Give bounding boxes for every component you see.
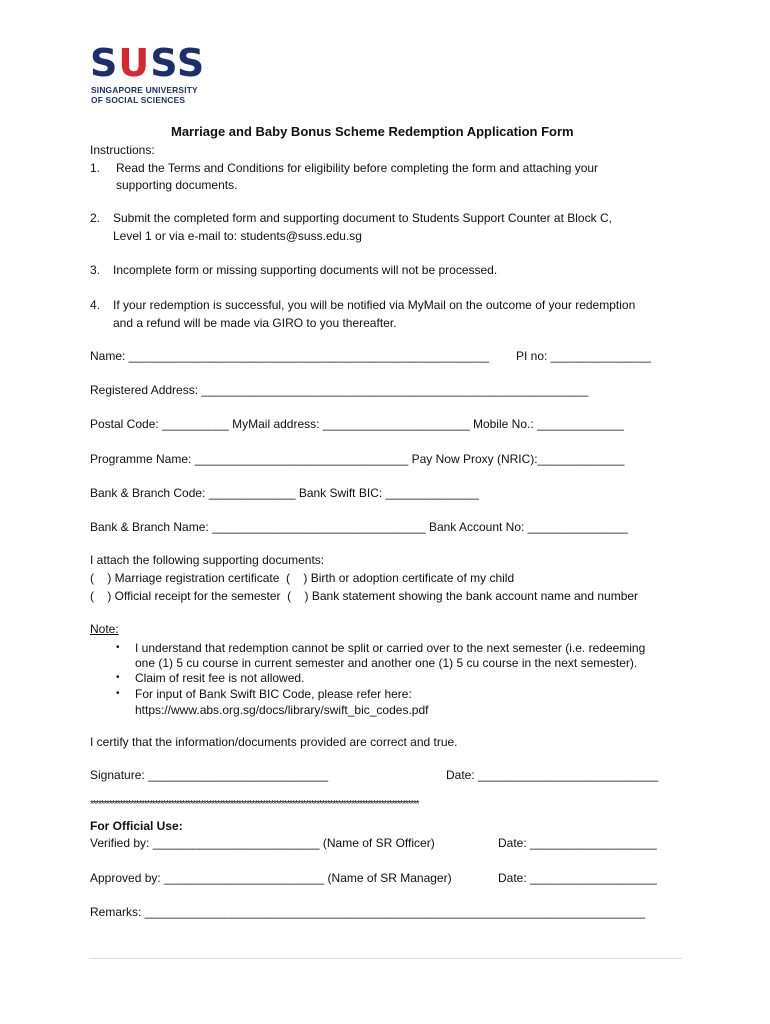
bullet-icon: • <box>116 672 120 683</box>
instruction-number: 2. <box>90 211 101 225</box>
instruction-text-line1: If your redemption is successful, you will be notified via MyMail on the outcome of your redemption <box>113 298 636 312</box>
instruction-text-line1: Incomplete form or missing supporting documents will not be processed. <box>113 263 498 277</box>
verified-date-field[interactable]: Date: ___________________ <box>498 836 657 850</box>
instruction-number: 3. <box>90 263 101 277</box>
registered-address-field[interactable]: Registered Address: __________________________________________________________ <box>90 383 589 397</box>
bank-branch-code-swift-fields[interactable]: Bank & Branch Code: _____________ Bank Swift BIC: ______________ <box>90 486 479 500</box>
approved-by-field[interactable]: Approved by: ________________________ (Name of SR Manager) <box>90 871 452 885</box>
attach-checkbox-row-2[interactable]: ( ) Official receipt for the semester ( ) Bank statement showing the bank account name and number <box>90 589 639 603</box>
signature-date-field[interactable]: Date: ___________________________ <box>446 768 659 782</box>
signature-field[interactable]: Signature: ___________________________ <box>90 768 329 782</box>
swift-bic-link[interactable]: https://www.abs.org.sg/docs/library/swift_bic_codes.pdf <box>135 703 429 717</box>
remarks-field[interactable]: Remarks: ___________________________________________________________________________ <box>90 905 646 919</box>
logo-wordmark: SUSS <box>90 41 206 85</box>
note-item-1-line1: I understand that redemption cannot be split or carried over to the next semester (i.e. redeeming <box>135 641 646 655</box>
logo-subtitle <box>91 85 198 105</box>
logo-subtitle-line1: SINGAPORE UNIVERSITY <box>91 85 198 95</box>
instruction-number: 4. <box>90 298 101 312</box>
note-heading: Note: <box>90 622 119 636</box>
form-title: Marriage and Baby Bonus Scheme Redemption Application Form <box>171 124 574 139</box>
instruction-number: 1. <box>90 161 101 175</box>
note-item-3-line1: For input of Bank Swift BIC Code, please refer here: <box>135 687 412 701</box>
instruction-text-line1: Submit the completed form and supporting document to Students Support Counter at Block C, <box>113 211 612 225</box>
postal-mymail-mobile-fields[interactable]: Postal Code: __________ MyMail address: ______________________ Mobile No.: _____________ <box>90 417 624 431</box>
bullet-icon: • <box>116 642 120 653</box>
instruction-text-line1: Read the Terms and Conditions for eligibility before completing the form and attaching your <box>116 161 599 175</box>
name-field[interactable]: Name: ______________________________________________________ <box>90 349 490 363</box>
verified-by-field[interactable]: Verified by: _________________________ (Name of SR Officer) <box>90 836 435 850</box>
footer-divider <box>89 958 682 959</box>
note-item-2: Claim of resit fee is not allowed. <box>135 671 305 685</box>
instructions-heading: Instructions: <box>90 143 155 157</box>
instruction-text-line2: Level 1 or via e-mail to: students@suss.edu.sg <box>113 229 362 243</box>
logo-subtitle-line2: OF SOCIAL SCIENCES <box>91 95 186 105</box>
attach-heading: I attach the following supporting documents: <box>90 553 325 567</box>
pi-no-field[interactable]: PI no: _______________ <box>516 349 651 363</box>
bullet-icon: • <box>116 688 120 699</box>
official-use-heading: For Official Use: <box>90 819 183 833</box>
programme-paynow-fields[interactable]: Programme Name: ________________________________ Pay Now Proxy (NRIC):_____________ <box>90 452 625 466</box>
separator-stars: ************************************************************************************************************************** <box>90 799 419 810</box>
bank-branch-name-account-fields[interactable]: Bank & Branch Name: ________________________________ Bank Account No: _______________ <box>90 520 628 534</box>
certify-statement: I certify that the information/documents provided are correct and true. <box>90 735 458 749</box>
instruction-text-line2: supporting documents. <box>116 178 238 192</box>
logo-u: U <box>118 41 151 85</box>
attach-checkbox-row-1[interactable]: ( ) Marriage registration certificate ( ) Birth or adoption certificate of my child <box>90 571 515 585</box>
approved-date-field[interactable]: Date: ___________________ <box>498 871 657 885</box>
instruction-text-line2: and a refund will be made via GIRO to you thereafter. <box>113 316 397 330</box>
note-item-1-line2: one (1) 5 cu course in current semester and another one (1) 5 cu course in the next semester). <box>135 656 638 670</box>
